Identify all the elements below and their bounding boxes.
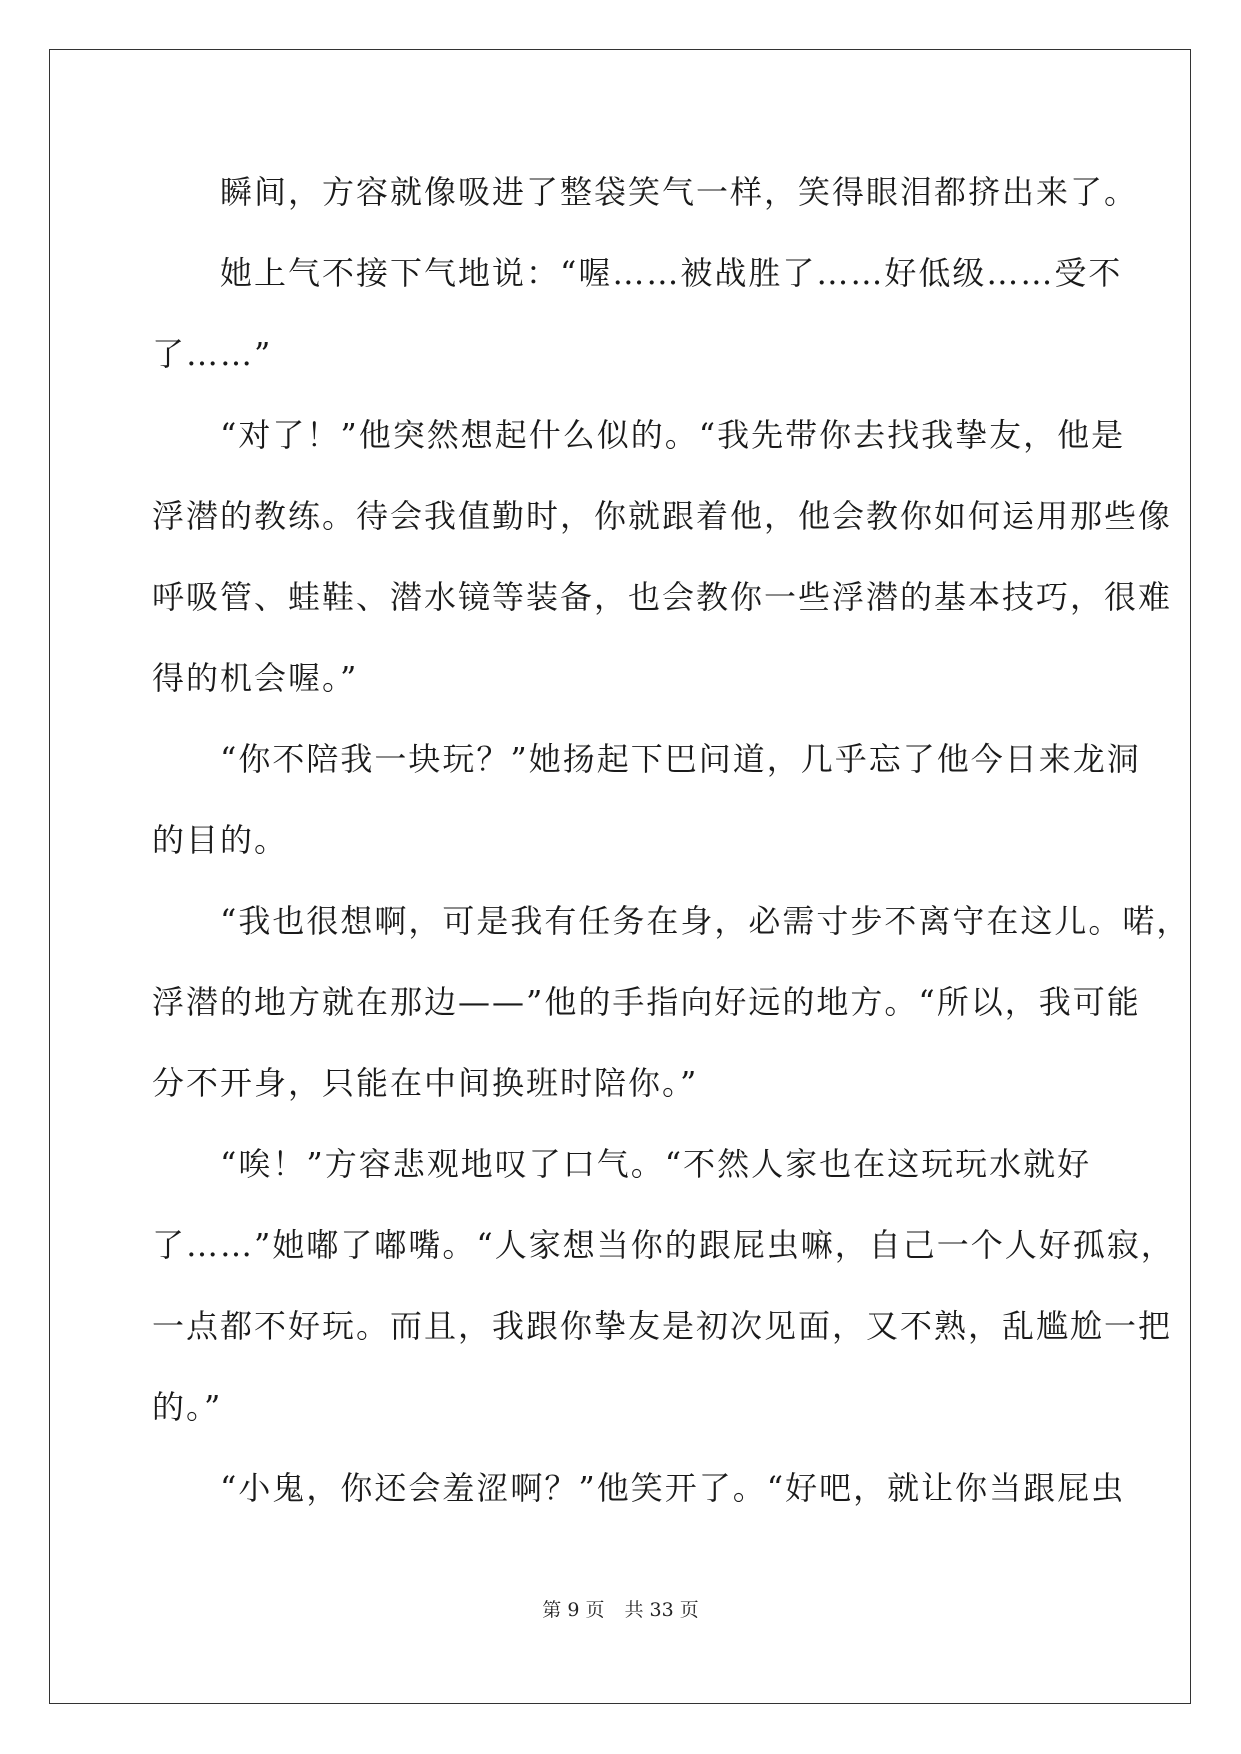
text-line: 一点都不好玩。而且，我跟你挚友是初次见面，又不熟，乱尴尬一把 (152, 1307, 1173, 1345)
text-line: 得的机会喔。” (152, 659, 359, 697)
page-footer (0, 1598, 1241, 1622)
text-line: 的目的。 (152, 821, 289, 859)
text-line: 呼吸管、蛙鞋、潜水镜等装备，也会教你一些浮潜的基本技巧，很难 (152, 578, 1173, 616)
page-border (49, 49, 1191, 1704)
text-line: 她上气不接下气地说：“喔……被战胜了……好低级……受不 (152, 254, 1123, 292)
text-line: 的。” (152, 1388, 223, 1426)
text-line: “对了！”他突然想起什么似的。“我先带你去找我挚友，他是 (152, 416, 1126, 454)
page-number: 第 9 页 (542, 1599, 605, 1621)
text-line: 浮潜的地方就在那边——”他的手指向好远的地方。“所以，我可能 (152, 983, 1141, 1021)
text-line: 了……”她嘟了嘟嘴。“人家想当你的跟屁虫嘛，自己一个人好孤寂， (152, 1226, 1175, 1264)
text-line: 瞬间，方容就像吸进了整袋笑气一样，笑得眼泪都挤出来了。 (152, 173, 1139, 211)
text-line: “唉！”方容悲观地叹了口气。“不然人家也在这玩玩水就好 (152, 1145, 1092, 1183)
text-line: “我也很想啊，可是我有任务在身，必需寸步不离守在这儿。喏， (152, 902, 1191, 940)
text-line: 浮潜的教练。待会我值勤时，你就跟着他，他会教你如何运用那些像 (152, 497, 1173, 535)
page-total: 共 33 页 (624, 1599, 699, 1621)
text-line: 了……” (152, 335, 273, 373)
text-line: 分不开身，只能在中间换班时陪你。” (152, 1064, 699, 1102)
text-line: “小鬼，你还会羞涩啊？”他笑开了。“好吧，就让你当跟屁虫 (152, 1469, 1126, 1507)
text-line: “你不陪我一块玩？”她扬起下巴问道，几乎忘了他今日来龙洞 (152, 740, 1141, 778)
